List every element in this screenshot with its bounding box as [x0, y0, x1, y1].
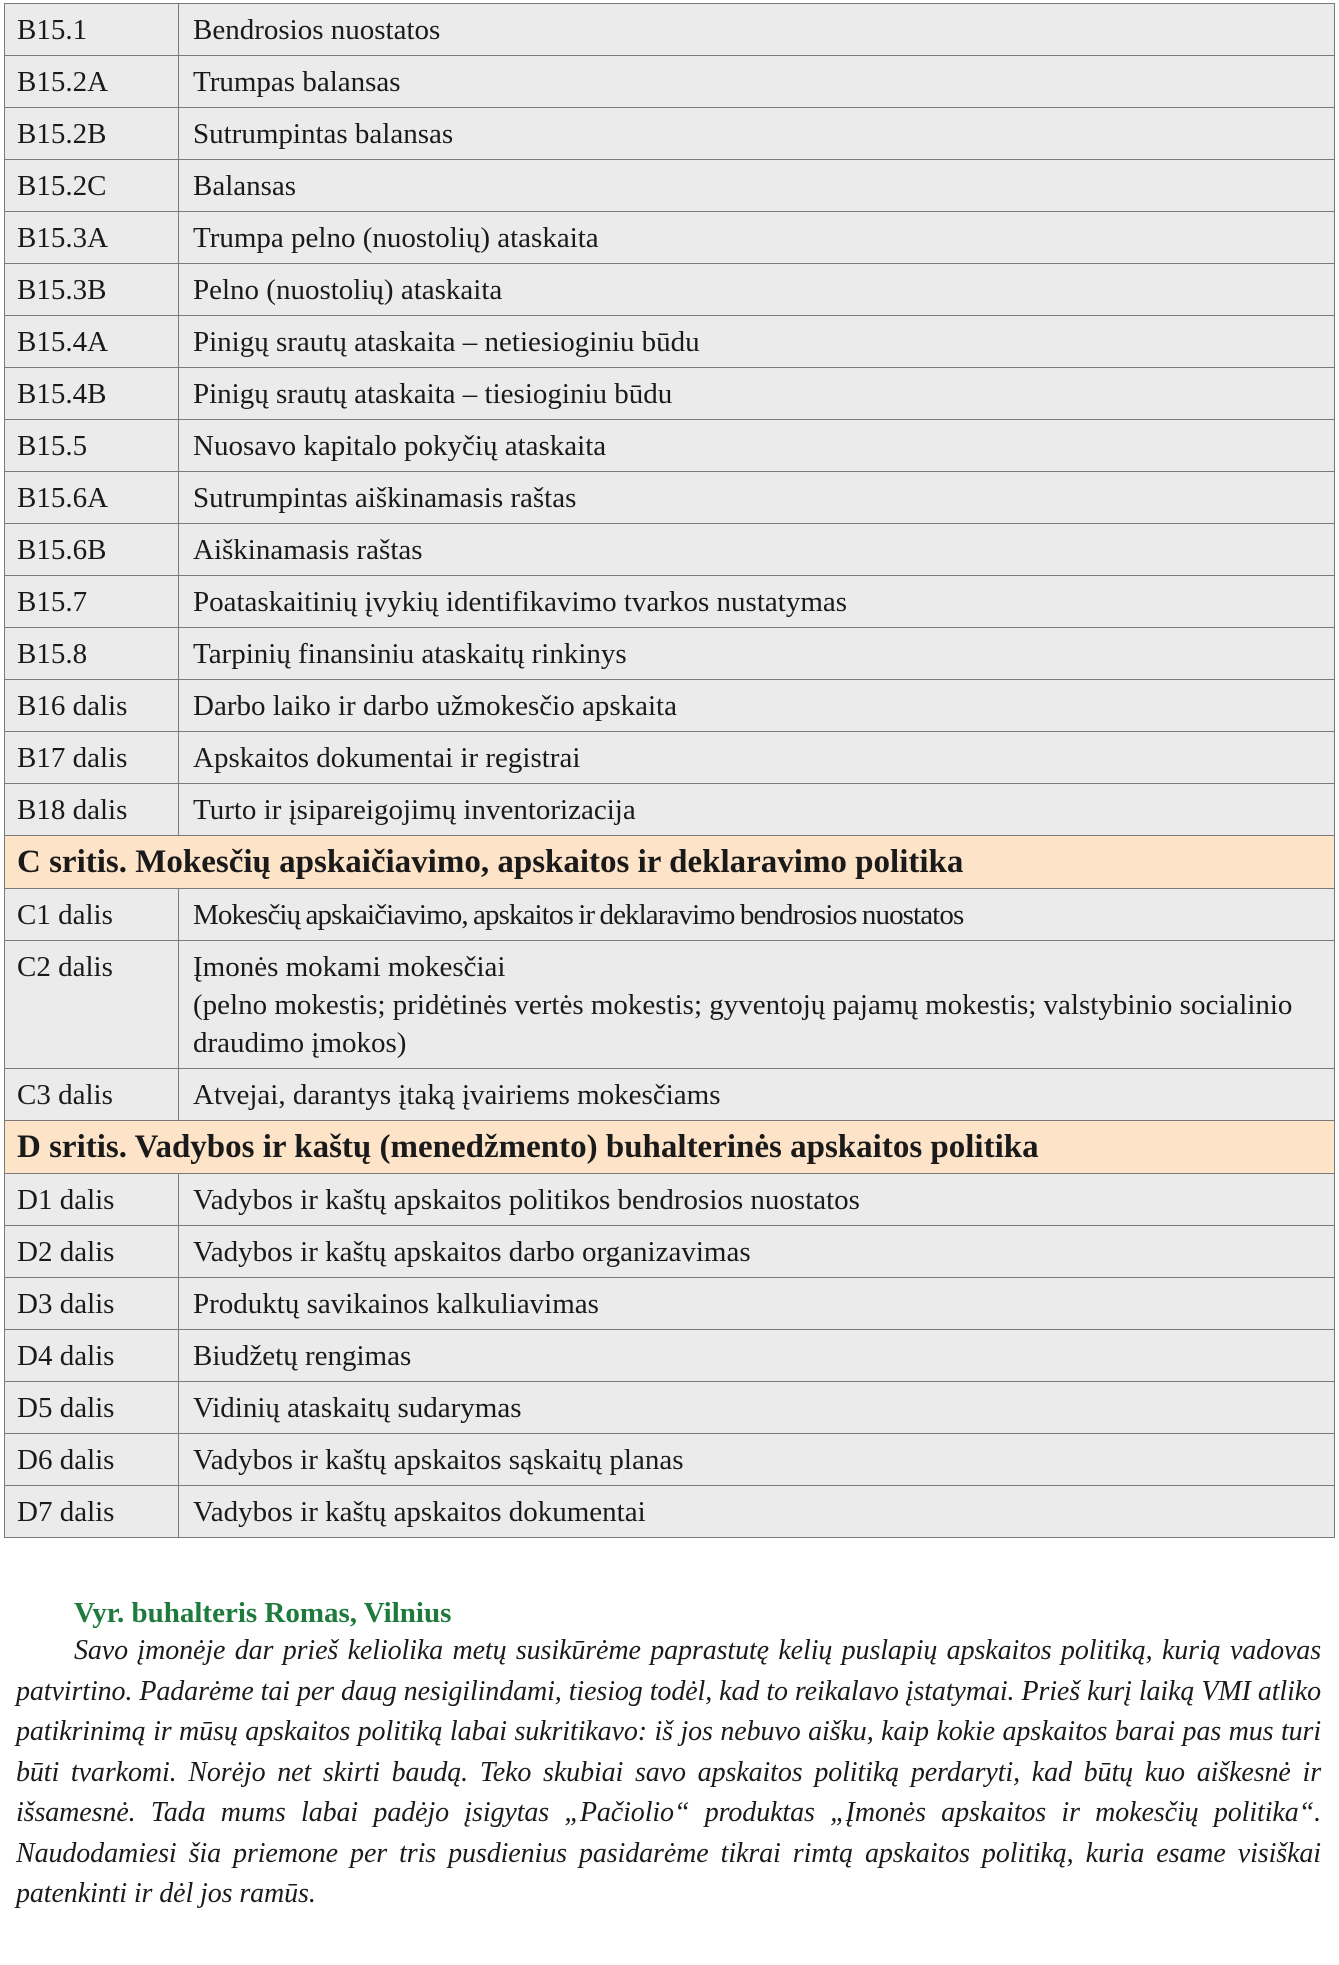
row-title: Produktų savikainos kalkuliavimas — [179, 1278, 1335, 1330]
row-code: B15.8 — [5, 628, 179, 680]
table-row — [5, 264, 1335, 316]
table-row — [5, 1486, 1335, 1538]
row-code: B15.2B — [5, 108, 179, 160]
row-code: B15.4A — [5, 316, 179, 368]
row-code: D7 dalis — [5, 1486, 179, 1538]
table-row — [5, 732, 1335, 784]
table-row — [5, 472, 1335, 524]
row-title: Vadybos ir kaštų apskaitos darbo organizavimas — [179, 1226, 1335, 1278]
row-title: Aiškinamasis raštas — [179, 524, 1335, 576]
row-code: D3 dalis — [5, 1278, 179, 1330]
row-title: Pinigų srautų ataskaita – tiesioginiu būdu — [179, 368, 1335, 420]
table-row — [5, 1226, 1335, 1278]
row-code: B15.5 — [5, 420, 179, 472]
row-title: Turto ir įsipareigojimų inventorizacija — [179, 784, 1335, 836]
table-row — [5, 1278, 1335, 1330]
section-d-heading-row — [5, 1121, 1335, 1174]
table-row — [5, 56, 1335, 108]
row-code: B16 dalis — [5, 680, 179, 732]
row-title: Trumpa pelno (nuostolių) ataskaita — [179, 212, 1335, 264]
row-title — [179, 941, 1335, 1069]
row-title: Tarpinių finansiniu ataskaitų rinkinys — [179, 628, 1335, 680]
row-title: Darbo laiko ir darbo užmokesčio apskaita — [179, 680, 1335, 732]
table-row — [5, 784, 1335, 836]
table-row — [5, 524, 1335, 576]
row-code: B15.6A — [5, 472, 179, 524]
table-row — [5, 1382, 1335, 1434]
table-row — [5, 1434, 1335, 1486]
table-row — [5, 1174, 1335, 1226]
table-row — [5, 941, 1335, 1069]
row-title-main: Įmonės mokami mokesčiai — [193, 951, 506, 983]
row-title: Pelno (nuostolių) ataskaita — [179, 264, 1335, 316]
row-code: B18 dalis — [5, 784, 179, 836]
row-code: D4 dalis — [5, 1330, 179, 1382]
table-row — [5, 576, 1335, 628]
row-title: Apskaitos dokumentai ir registrai — [179, 732, 1335, 784]
row-title: Trumpas balansas — [179, 56, 1335, 108]
row-title: Poataskaitinių įvykių identifikavimo tvarkos nustatymas — [179, 576, 1335, 628]
table-row — [5, 212, 1335, 264]
table-row — [5, 1069, 1335, 1121]
row-code: D1 dalis — [5, 1174, 179, 1226]
table-row — [5, 368, 1335, 420]
row-code: D2 dalis — [5, 1226, 179, 1278]
row-title: Biudžetų rengimas — [179, 1330, 1335, 1382]
section-d-heading: D sritis. Vadybos ir kaštų (menedžmento) buhalterinės apskaitos politika — [5, 1121, 1335, 1174]
row-title: Balansas — [179, 160, 1335, 212]
table-row — [5, 108, 1335, 160]
row-code: C1 dalis — [5, 889, 179, 941]
row-code: B15.2A — [5, 56, 179, 108]
testimonial — [16, 1595, 1321, 1915]
row-code: D6 dalis — [5, 1434, 179, 1486]
table-row — [5, 889, 1335, 941]
testimonial-author: Vyr. buhalteris Romas, Vilnius — [74, 1597, 452, 1629]
testimonial-text: Savo įmonėje dar prieš keliolika metų susikūrėme paprastutę kelių puslapių apskaitos politiką, kurią vadovas patvirtino. Padarėme tai per daug nesigilindami, tiesiog todėl, kad to reikalavo įstatymai. Prieš kurį laiką VMI atliko patikrinimą ir mūsų apskaitos politiką labai sukritikavo: iš jos nebuvo aišku, kaip kokie apskaitos barai pas mus turi būti tvarkomi. Norėjo net skirti baudą. Teko skubiai savo apskaitos politiką perdaryti, kad būtų kuo aiškesnė ir išsamesnė. Tada mums labai padėjo įsigytas „Pačiolio“ produktas „Įmonės apskaitos ir mokesčių politika“. Naudodamiesi šia priemone per tris pusdienius pasidarėme tikrai rimtą apskaitos politiką, kuria esame visiškai patenkinti ir dėl jos ramūs. — [16, 1635, 1321, 1909]
row-title: Vadybos ir kaštų apskaitos sąskaitų planas — [179, 1434, 1335, 1486]
row-code: B15.4B — [5, 368, 179, 420]
row-title: Sutrumpintas balansas — [179, 108, 1335, 160]
row-code: B15.3A — [5, 212, 179, 264]
row-title: Nuosavo kapitalo pokyčių ataskaita — [179, 420, 1335, 472]
table-row — [5, 420, 1335, 472]
row-title: Sutrumpintas aiškinamasis raštas — [179, 472, 1335, 524]
row-code: B15.1 — [5, 4, 179, 56]
row-code: C3 dalis — [5, 1069, 179, 1121]
row-title: Mokesčių apskaičiavimo, apskaitos ir deklaravimo bendrosios nuostatos — [179, 889, 1335, 941]
row-title: Bendrosios nuostatos — [179, 4, 1335, 56]
row-title: Atvejai, darantys įtaką įvairiems mokesčiams — [179, 1069, 1335, 1121]
row-title: Vadybos ir kaštų apskaitos politikos bendrosios nuostatos — [179, 1174, 1335, 1226]
row-title: Vidinių ataskaitų sudarymas — [179, 1382, 1335, 1434]
table-row — [5, 628, 1335, 680]
accounting-policy-table — [4, 3, 1335, 1538]
section-c-heading: C sritis. Mokesčių apskaičiavimo, apskaitos ir deklaravimo politika — [5, 836, 1335, 889]
table-row — [5, 680, 1335, 732]
row-title-detail: (pelno mokestis; pridėtinės vertės mokestis; gyventojų pajamų mokestis; valstybinio socialinio draudimo įmokos) — [193, 989, 1293, 1059]
row-title: Vadybos ir kaštų apskaitos dokumentai — [179, 1486, 1335, 1538]
table-row — [5, 4, 1335, 56]
section-c-heading-row — [5, 836, 1335, 889]
table-row — [5, 316, 1335, 368]
table-row — [5, 1330, 1335, 1382]
table-row — [5, 160, 1335, 212]
row-code: B17 dalis — [5, 732, 179, 784]
row-code: B15.2C — [5, 160, 179, 212]
row-title: Pinigų srautų ataskaita – netiesioginiu būdu — [179, 316, 1335, 368]
row-code: B15.6B — [5, 524, 179, 576]
row-code: B15.3B — [5, 264, 179, 316]
row-code: C2 dalis — [5, 941, 179, 1069]
row-code: D5 dalis — [5, 1382, 179, 1434]
row-code: B15.7 — [5, 576, 179, 628]
